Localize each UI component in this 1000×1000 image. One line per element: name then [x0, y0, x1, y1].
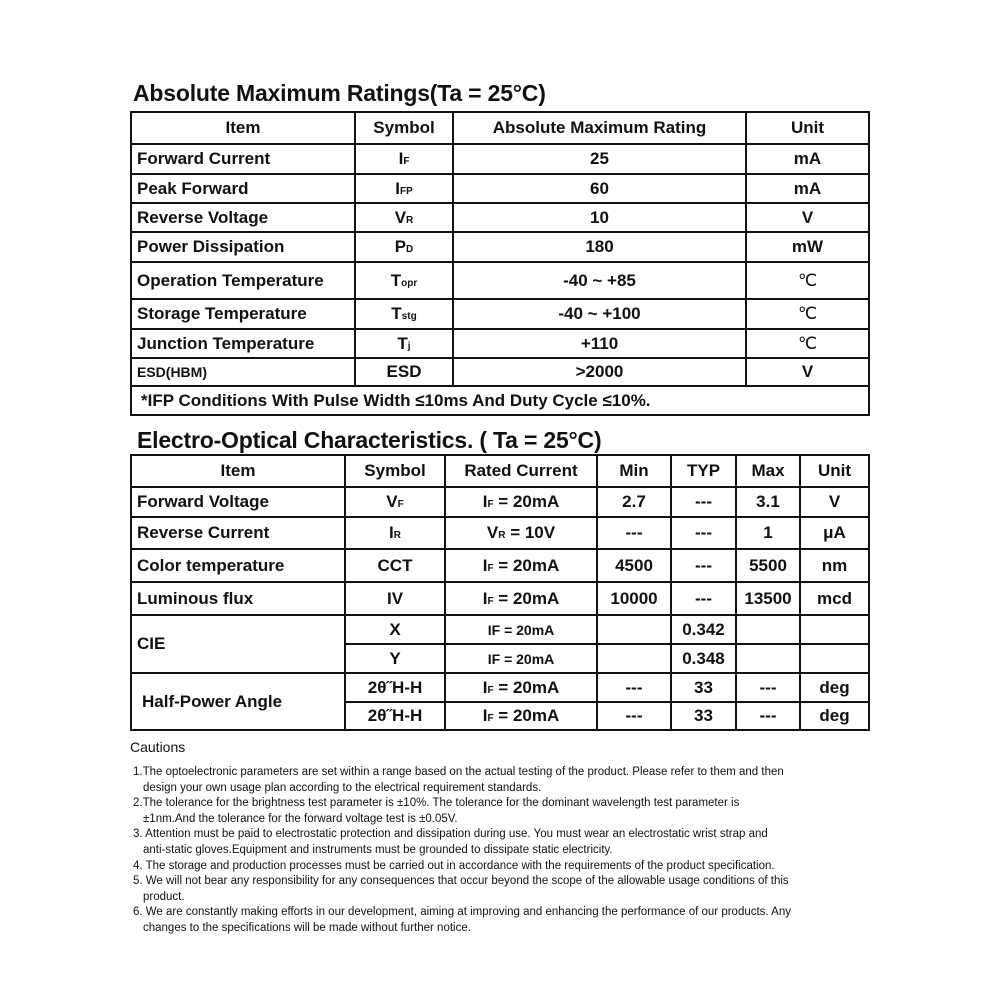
row-symbol: Tj — [355, 329, 453, 358]
row-unit: V — [746, 358, 869, 386]
caution-item: 4. The storage and production processes must be carried out in accordance with the requirements of the product specification. — [133, 859, 775, 872]
fv-max: 3.1 — [736, 487, 800, 517]
hpa-symbol-1: 2θ˝H-H — [345, 673, 445, 702]
hpa-min-1: --- — [597, 673, 671, 702]
row-item: Peak Forward — [131, 174, 355, 203]
rc-symbol: IR — [345, 517, 445, 549]
ct-typ: --- — [671, 549, 736, 582]
ct-min: 4500 — [597, 549, 671, 582]
row-item: Operation Temperature — [131, 262, 355, 299]
row-item: Forward Current — [131, 144, 355, 174]
table-row — [131, 615, 869, 644]
table-row — [131, 673, 869, 702]
row-symbol: Tstg — [355, 299, 453, 329]
amr-note: *IFP Conditions With Pulse Width ≤10ms And Duty Cycle ≤10%. — [131, 386, 869, 415]
caution-item: 3. Attention must be paid to electrostatic protection and dissipation during use. You must wear an electrostatic wrist strap and anti-static gloves.Equipment and instruments must be grounded to dissipate static electricity. — [133, 828, 768, 856]
table-row — [131, 582, 869, 615]
hpa-symbol-2: 2θ˝H-H — [345, 702, 445, 730]
ct-max: 5500 — [736, 549, 800, 582]
fv-typ: --- — [671, 487, 736, 517]
cie-y-max — [736, 644, 800, 673]
hpa-item: Half-Power Angle — [131, 673, 345, 730]
rc-unit: μA — [800, 517, 869, 549]
caution-item: 2.The tolerance for the brightness test parameter is ±10%. The tolerance for the dominant wavelength test parameter is ±1nm.And the tolerance for the forward voltage test is ±0.05V. — [133, 797, 740, 825]
amr-header-row — [131, 112, 869, 144]
row-value: 180 — [453, 232, 746, 262]
ct-item: Color temperature — [131, 549, 345, 582]
row-unit: V — [746, 203, 869, 232]
cautions-list — [133, 765, 793, 937]
table-row — [131, 203, 869, 232]
rc-min: --- — [597, 517, 671, 549]
fv-min: 2.7 — [597, 487, 671, 517]
row-item: Junction Temperature — [131, 329, 355, 358]
lf-max: 13500 — [736, 582, 800, 615]
amr-table — [130, 111, 870, 416]
row-symbol: VR — [355, 203, 453, 232]
caution-item: 1.The optoelectronic parameters are set within a range based on the actual testing of the product. Please refer to them and then design your own usage plan according to the electrical requirement standards. — [133, 766, 784, 794]
table-row — [131, 549, 869, 582]
amr-header-unit: Unit — [746, 112, 869, 144]
cie-x-min — [597, 615, 671, 644]
eoc-header-min: Min — [597, 455, 671, 487]
table-row — [131, 358, 869, 386]
lf-item: Luminous flux — [131, 582, 345, 615]
cie-x-condition: IF = 20mA — [445, 615, 597, 644]
hpa-max-2: --- — [736, 702, 800, 730]
ct-symbol: CCT — [345, 549, 445, 582]
cautions-title: Cautions — [130, 739, 186, 755]
rc-condition: VR = 10V — [445, 517, 597, 549]
table-row — [131, 144, 869, 174]
table-row — [131, 517, 869, 549]
row-item: Reverse Voltage — [131, 203, 355, 232]
row-value: 10 — [453, 203, 746, 232]
amr-header-rating: Absolute Maximum Rating — [453, 112, 746, 144]
table-row — [131, 329, 869, 358]
hpa-typ-1: 33 — [671, 673, 736, 702]
ct-condition: IF = 20mA — [445, 549, 597, 582]
rc-typ: --- — [671, 517, 736, 549]
fv-condition: IF = 20mA — [445, 487, 597, 517]
eoc-header-rated-current: Rated Current — [445, 455, 597, 487]
table-row — [131, 174, 869, 203]
row-unit: mW — [746, 232, 869, 262]
cie-y-min — [597, 644, 671, 673]
row-unit: ℃ — [746, 299, 869, 329]
ct-unit: nm — [800, 549, 869, 582]
row-value: >2000 — [453, 358, 746, 386]
eoc-table — [130, 454, 870, 731]
rc-max: 1 — [736, 517, 800, 549]
cie-y-typ: 0.348 — [671, 644, 736, 673]
hpa-unit-2: deg — [800, 702, 869, 730]
cie-y-unit — [800, 644, 869, 673]
row-symbol: IF — [355, 144, 453, 174]
table-row — [131, 487, 869, 517]
hpa-max-1: --- — [736, 673, 800, 702]
cie-x-unit — [800, 615, 869, 644]
amr-header-symbol: Symbol — [355, 112, 453, 144]
amr-title: Absolute Maximum Ratings(Ta = 25°C) — [133, 80, 546, 106]
lf-unit: mcd — [800, 582, 869, 615]
row-item: ESD(HBM) — [131, 358, 355, 386]
row-value: 60 — [453, 174, 746, 203]
fv-symbol: VF — [345, 487, 445, 517]
eoc-header-typ: TYP — [671, 455, 736, 487]
cie-y-condition: IF = 20mA — [445, 644, 597, 673]
row-unit: ℃ — [746, 262, 869, 299]
row-value: 25 — [453, 144, 746, 174]
row-value: -40 ~ +85 — [453, 262, 746, 299]
row-symbol: IFP — [355, 174, 453, 203]
cie-x-symbol: X — [345, 615, 445, 644]
caution-item: 5. We will not bear any responsibility for any consequences that occur beyond the scope of the allowable usage conditions of this product. — [133, 875, 789, 903]
row-value: +110 — [453, 329, 746, 358]
row-unit: ℃ — [746, 329, 869, 358]
lf-min: 10000 — [597, 582, 671, 615]
row-unit: mA — [746, 174, 869, 203]
row-symbol: PD — [355, 232, 453, 262]
table-row — [131, 299, 869, 329]
eoc-header-max: Max — [736, 455, 800, 487]
amr-header-item: Item — [131, 112, 355, 144]
row-value: -40 ~ +100 — [453, 299, 746, 329]
cie-x-max — [736, 615, 800, 644]
cie-x-typ: 0.342 — [671, 615, 736, 644]
hpa-typ-2: 33 — [671, 702, 736, 730]
lf-typ: --- — [671, 582, 736, 615]
fv-item: Forward Voltage — [131, 487, 345, 517]
hpa-unit-1: deg — [800, 673, 869, 702]
hpa-condition-2: IF = 20mA — [445, 702, 597, 730]
hpa-min-2: --- — [597, 702, 671, 730]
lf-symbol: IV — [345, 582, 445, 615]
row-unit: mA — [746, 144, 869, 174]
fv-unit: V — [800, 487, 869, 517]
eoc-header-row — [131, 455, 869, 487]
lf-condition: IF = 20mA — [445, 582, 597, 615]
row-item: Power Dissipation — [131, 232, 355, 262]
rc-item: Reverse Current — [131, 517, 345, 549]
eoc-title: Electro-Optical Characteristics. ( Ta = 25°C) — [137, 427, 602, 453]
eoc-header-item: Item — [131, 455, 345, 487]
cie-y-symbol: Y — [345, 644, 445, 673]
caution-item: 6. We are constantly making efforts in our development, aiming at improving and enhancing the performance of our products. Any changes to the specifications will be made without further notice. — [133, 906, 791, 934]
row-item: Storage Temperature — [131, 299, 355, 329]
table-row — [131, 262, 869, 299]
amr-note-row — [131, 386, 869, 415]
table-row — [131, 232, 869, 262]
hpa-condition-1: IF = 20mA — [445, 673, 597, 702]
cie-item: CIE — [131, 615, 345, 673]
eoc-header-symbol: Symbol — [345, 455, 445, 487]
row-symbol: Topr — [355, 262, 453, 299]
eoc-header-unit: Unit — [800, 455, 869, 487]
row-symbol: ESD — [355, 358, 453, 386]
